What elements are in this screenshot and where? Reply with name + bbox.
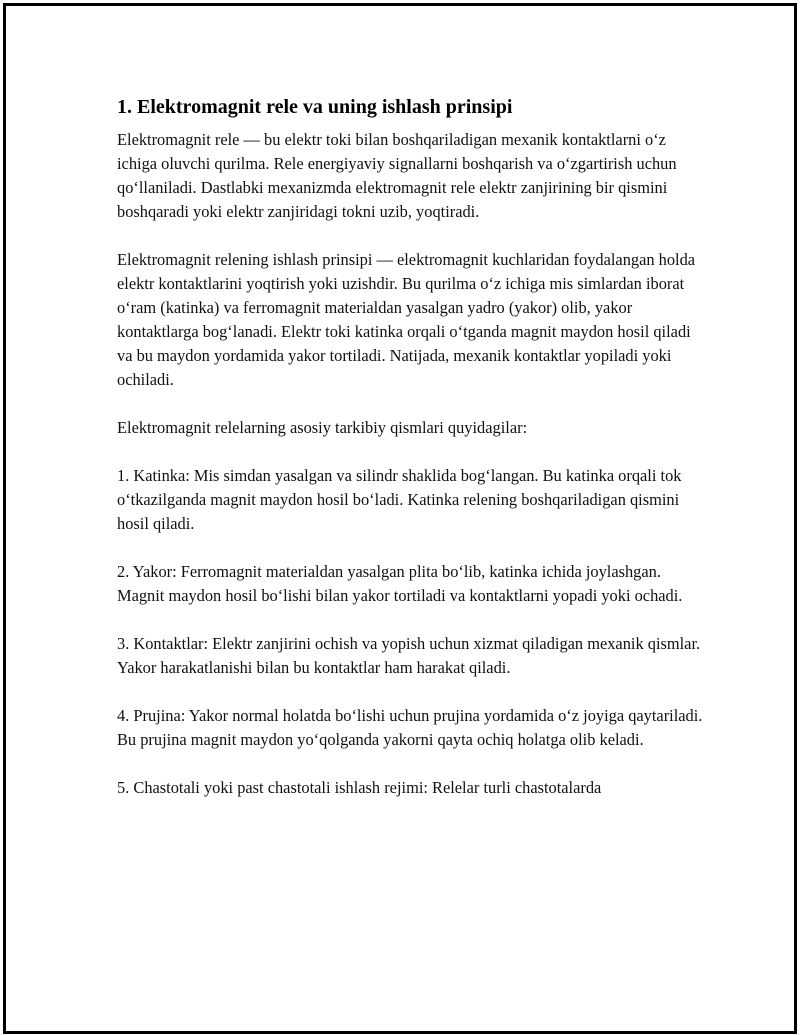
document-title: 1. Elektromagnit rele va uning ishlash prinsipi: [117, 96, 513, 118]
paragraph-components-intro: Elektromagnit relelarning asosiy tarkibiy qismlari quyidagilar:: [117, 418, 528, 437]
list-item-chastota: 5. Chastotali yoki past chastotali ishlash rejimi: Relelar turli chastotalarda: [117, 778, 602, 797]
list-item-prujina: 4. Prujina: Yakor normal holatda bo‘lishi uchun prujina yordamida o‘z joyiga qaytariladi. Bu prujina magnit maydon yo‘qolganda yakorni qayta ochiq holatga olib keladi.: [117, 706, 703, 749]
list-item-yakor: 2. Yakor: Ferromagnit materialdan yasalgan plita bo‘lib, katinka ichida joylashgan. Magnit maydon hosil bo‘lishi bilan yakor tortiladi va kontaktlarni yopadi yoki ochadi.: [117, 562, 683, 605]
paragraph-definition: Elektromagnit rele — bu elektr toki bilan boshqariladigan mexanik kontaktlarni o‘z ichiga oluvchi qurilma. Rele energiyaviy signallarni boshqarish va o‘zgartirish uchun qo‘llaniladi. Dastlabki mexanizmda elektromagnit rele elektr zanjirining bir qismini boshqaradi yoki elektr zanjiridagi tokni uzib, yoqtiradi.: [117, 130, 677, 221]
list-item-kontaktlar: 3. Kontaktlar: Elektr zanjirini ochish va yopish uchun xizmat qiladigan mexanik qismlar. Yakor harakatlanishi bilan bu kontaktlar ham harakat qiladi.: [117, 634, 701, 677]
list-item-katinka: 1. Katinka: Mis simdan yasalgan va silindr shaklida bog‘langan. Bu katinka orqali tok o‘tkazilganda magnit maydon hosil bo‘ladi. Katinka relening boshqariladigan qismini hosil qiladi.: [117, 466, 682, 533]
document-body: [117, 94, 707, 824]
paragraph-principle: Elektromagnit relening ishlash prinsipi — elektromagnit kuchlaridan foydalangan holda elektr kontaktlarini yoqtirish yoki uzishdir. Bu qurilma o‘z ichiga mis simlardan iborat o‘ram (katinka) va ferromagnit materialdan yasalgan yadro (yakor) olib, yakor kontaktlarga bog‘lanadi. Elektr toki katinka orqali o‘tganda magnit maydon hosil qiladi va bu maydon yordamida yakor tortiladi. Natijada, mexanik kontaktlar yopiladi yoki ochiladi.: [117, 250, 696, 389]
